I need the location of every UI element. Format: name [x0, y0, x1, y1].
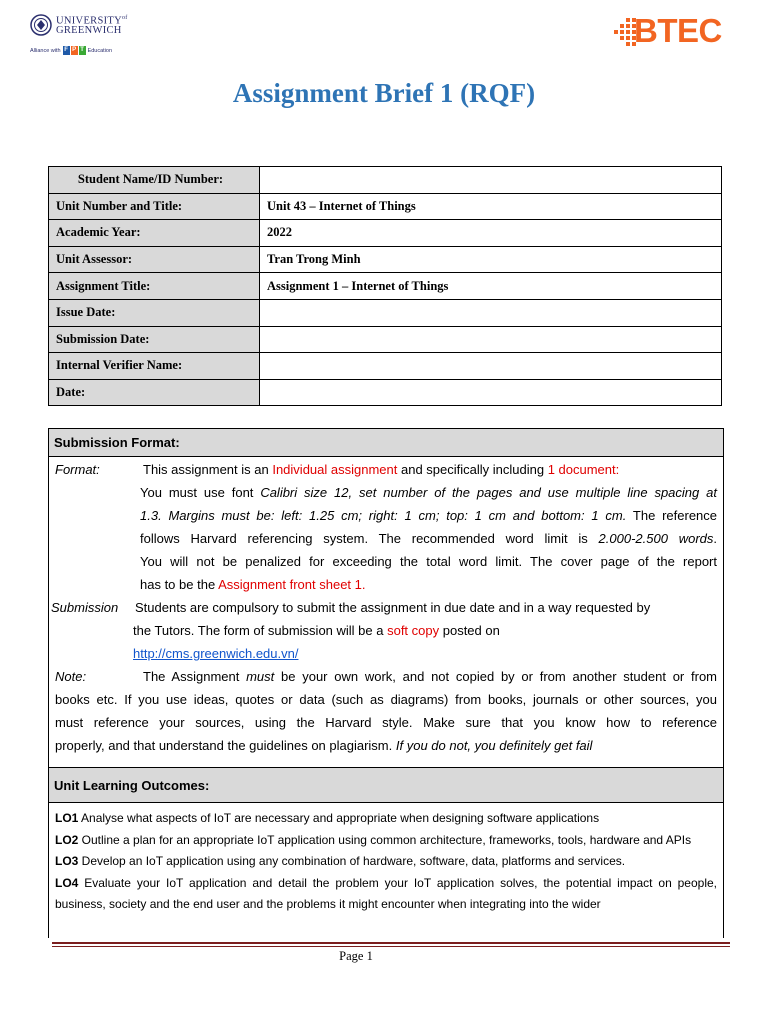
- font-line-4: You will not be penalized for exceeding the total word limit. The cover page of the report: [140, 554, 717, 569]
- learning-outcome-item: [55, 851, 717, 873]
- info-value: Unit 43 – Internet of Things: [260, 193, 722, 220]
- alliance-line: Alliance with F P T Education: [30, 47, 113, 54]
- info-value: [260, 299, 722, 326]
- learning-outcome-code: LO2: [55, 832, 79, 847]
- learning-outcome-code: LO1: [55, 811, 79, 825]
- note-line-2: books etc. If you use ideas, quotes or data (such as diagrams) from books, journals or other sources, you: [55, 692, 717, 707]
- font-line-5: has to be the Assignment front sheet 1.: [140, 577, 366, 592]
- university-logo: [30, 14, 140, 60]
- info-row: [49, 193, 722, 220]
- learning-outcomes-heading: Unit Learning Outcomes:: [49, 767, 723, 803]
- info-label: Issue Date:: [49, 299, 260, 326]
- university-name-line1: $UNIVERSITY^{of}$: [56, 15, 128, 27]
- info-row: [49, 273, 722, 300]
- info-value: 2022: [260, 220, 722, 247]
- submission-format-heading: Submission Format:: [49, 429, 723, 457]
- footer-rule-thin: [52, 946, 730, 947]
- info-label: Assignment Title:: [49, 273, 260, 300]
- learning-outcome-text: Outline a plan for an appropriate IoT application using common architecture, frameworks, tools, hardware and APIs: [78, 832, 692, 847]
- info-value: [260, 167, 722, 194]
- submission-format-body: [49, 457, 723, 767]
- learning-outcome-item: [55, 830, 717, 852]
- btec-wordmark: BTEC: [634, 12, 722, 49]
- format-line: This assignment is an Individual assignment and specifically including 1 document:: [143, 462, 620, 477]
- fpt-logo-icon: F P T: [64, 47, 84, 53]
- font-line-1: You must use font Calibri size 12, set number of the pages and use multiple line spacing at: [140, 485, 717, 500]
- submission-line-1: Students are compulsory to submit the assignment in due date and in a way requested by: [135, 600, 651, 615]
- info-value: Assignment 1 – Internet of Things: [260, 273, 722, 300]
- learning-outcome-code: LO4: [55, 875, 79, 890]
- info-row: [49, 326, 722, 353]
- learning-outcome-item: [55, 873, 717, 916]
- submission-line-2: the Tutors. The form of submission will be a soft copy posted on: [133, 623, 500, 638]
- info-row: [49, 299, 722, 326]
- format-label: Format:: [55, 462, 100, 477]
- assignment-info-table: [48, 166, 722, 406]
- info-row: [49, 379, 722, 406]
- crest-icon: [30, 14, 52, 36]
- info-value: [260, 326, 722, 353]
- info-row: [49, 246, 722, 273]
- university-name-line2: GREENWICH: [56, 25, 122, 36]
- info-row: [49, 167, 722, 194]
- note-line-4: properly, and that understand the guidelines on plagiarism. If you do not, you definitely get fail: [55, 738, 593, 753]
- info-value: [260, 353, 722, 380]
- learning-outcome-code: LO3: [55, 854, 79, 868]
- learning-outcomes-list: [49, 803, 723, 916]
- info-row: [49, 220, 722, 247]
- page-number: Page 1: [339, 949, 373, 963]
- note-label: Note:: [55, 669, 87, 684]
- note-line-1: The Assignment must be your own work, and not copied by or from another student or from: [143, 669, 717, 684]
- font-line-3: follows Harvard referencing system. The recommended word limit is 2.000-2.500 words.: [140, 531, 717, 546]
- info-label: Unit Number and Title:: [49, 193, 260, 220]
- info-label: Student Name/ID Number:: [49, 167, 260, 194]
- cms-link[interactable]: http://cms.greenwich.edu.vn/: [133, 646, 299, 661]
- learning-outcome-text: Analyse what aspects of IoT are necessary and appropriate when designing software applications: [78, 811, 600, 825]
- info-label: Academic Year:: [49, 220, 260, 247]
- info-label: Unit Assessor:: [49, 246, 260, 273]
- font-line-2: 1.3. Margins must be: left: 1.25 cm; right: 1 cm; top: 1 cm and bottom: 1 cm. The reference: [140, 508, 718, 523]
- submission-label: Submission: [51, 600, 119, 615]
- learning-outcome-text: Develop an IoT application using any combination of hardware, software, data, platforms and services.: [78, 854, 626, 868]
- learning-outcome-text: Evaluate your IoT application and detail the problem your IoT application solves, the potential impact on people, business, society and the end user and the problems it might encounter when integrating into the wider: [55, 875, 717, 911]
- info-row: [49, 353, 722, 380]
- footer-rule: [52, 942, 730, 944]
- info-value: Tran Trong Minh: [260, 246, 722, 273]
- info-value: [260, 379, 722, 406]
- info-label: Internal Verifier Name:: [49, 353, 260, 380]
- info-label: Submission Date:: [49, 326, 260, 353]
- note-line-3: must reference your sources, using the Harvard style. Make sure that you know how to reference: [55, 715, 717, 730]
- learning-outcome-item: [55, 808, 717, 830]
- page-title: Assignment Brief 1 (RQF): [232, 78, 536, 108]
- submission-box: [48, 428, 724, 938]
- btec-logo: [612, 14, 744, 54]
- info-label: Date:: [49, 379, 260, 406]
